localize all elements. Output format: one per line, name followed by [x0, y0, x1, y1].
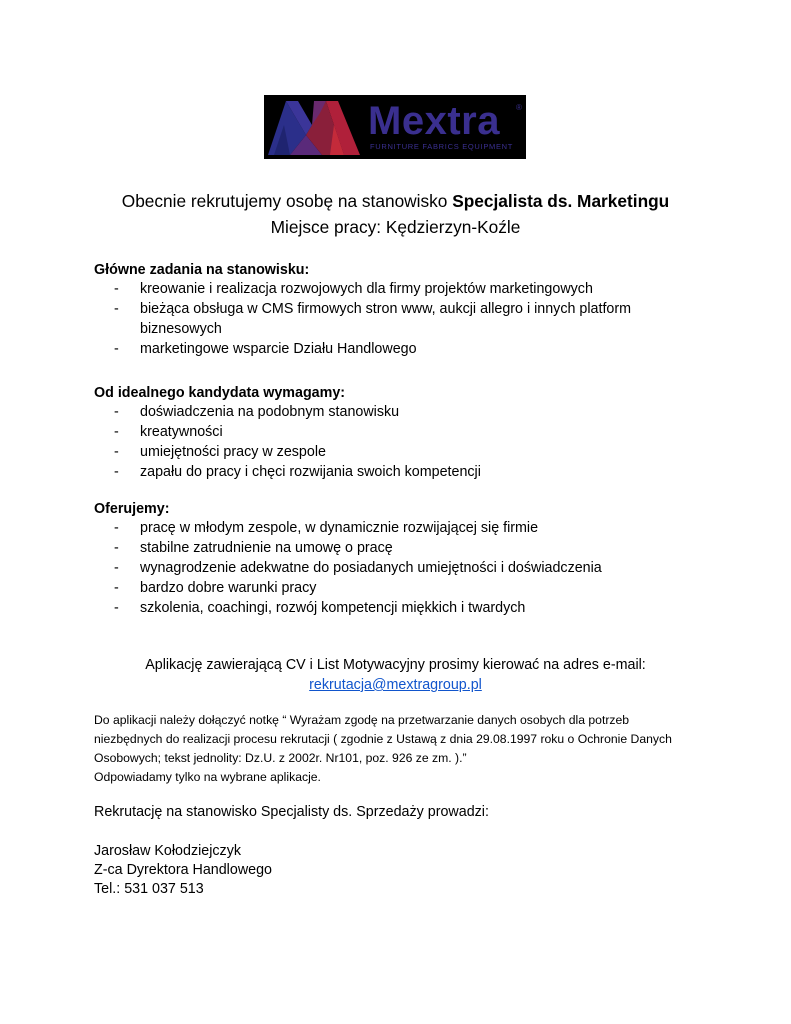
bullet-dash: -: [114, 464, 119, 480]
consent-line-3: Osobowych; tekst jednolity: Dz.U. z 2002r. Nr101, poz. 926 ze zm. ).”: [94, 751, 467, 765]
section-title-requirements: Od idealnego kandydata wymagamy:: [94, 385, 346, 401]
bullet-dash: -: [114, 301, 119, 317]
section-title-tasks: Główne zadania na stanowisku:: [94, 262, 310, 278]
list-item: - marketingowe wsparcie Działu Handlowego: [114, 341, 417, 357]
consent-line-2: niezbędnych do realizacji procesu rekrutacji ( zgodnie z Ustawą z dnia 29.08.1997 roku o Ochronie Danych: [94, 732, 672, 746]
requirements-list: [94, 402, 694, 482]
recruiter-name: Jarosław Kołodziejczyk: [94, 843, 241, 859]
logo-wordmark: Mextra: [368, 99, 500, 143]
bullet-dash: -: [114, 580, 119, 596]
job-title-prefix: Obecnie rekrutujemy osobę na stanowisko: [121, 191, 453, 211]
list-item: - umiejętności pracy w zespole: [114, 444, 326, 460]
list-item: - doświadczenia na podobnym stanowisku: [114, 404, 400, 420]
bullet-dash: -: [114, 404, 119, 420]
section-title-offer: Oferujemy:: [94, 501, 170, 517]
company-logo: [264, 95, 526, 159]
bullet-dash: -: [114, 341, 119, 357]
consent-line-1: Do aplikacji należy dołączyć notkę “ Wyrażam zgodę na przetwarzanie danych osobych dla potrzeb: [94, 713, 630, 727]
bullet-dash: -: [114, 444, 119, 460]
bullet-dash: -: [114, 281, 119, 297]
recruiter-intro: Rekrutację na stanowisko Specjalisty ds. Sprzedaży prowadzi:: [94, 804, 489, 820]
application-instructions: Aplikację zawierającą CV i List Motywacyjny prosimy kierować na adres e-mail:: [145, 657, 646, 673]
tasks-list: [94, 279, 694, 359]
bullet-dash: -: [114, 424, 119, 440]
list-item: - zapału do pracy i chęci rozwijania swoich kompetencji: [114, 464, 481, 480]
bullet-dash: -: [114, 520, 119, 536]
recruiter-role: Z-ca Dyrektora Handlowego: [94, 862, 272, 878]
consent-note: [94, 711, 704, 787]
list-item: - bardzo dobre warunki pracy: [114, 580, 317, 596]
offer-list: [94, 518, 694, 618]
logo-tagline: FURNITURE FABRICS EQUIPMENT: [370, 142, 514, 151]
list-item: - stabilne zatrudnienie na umowę o pracę: [114, 540, 393, 556]
list-item: - kreatywności: [114, 424, 223, 440]
logo-m-mark-icon: [264, 95, 364, 159]
job-position: Specjalista ds. Marketingu: [452, 191, 670, 211]
list-item: - kreowanie i realizacja rozwojowych dla firmy projektów marketingowych: [114, 281, 593, 297]
bullet-dash: -: [114, 560, 119, 576]
consent-line-4: Odpowiadamy tylko na wybrane aplikacje.: [94, 770, 321, 784]
list-item: - wynagrodzenie adekwatne do posiadanych umiejętności i doświadczenia: [114, 560, 602, 576]
list-item: - pracę w młodym zespole, w dynamicznie rozwijającej się firmie: [114, 520, 539, 536]
bullet-dash: -: [114, 600, 119, 616]
job-title-line: [0, 190, 791, 212]
email-line: [0, 675, 791, 695]
recruiter-phone: Tel.: 531 037 513: [94, 881, 204, 897]
bullet-dash: -: [114, 540, 119, 556]
list-item: - bieżąca obsługa w CMS firmowych stron www, aukcji allegro i innych platform biznesowych: [114, 301, 632, 337]
recruitment-email-link[interactable]: rekrutacja@mextragroup.pl: [309, 677, 482, 693]
workplace-line: Miejsce pracy: Kędzierzyn-Koźle: [270, 217, 521, 237]
registered-mark: ®: [516, 103, 522, 112]
list-item: - szkolenia, coachingi, rozwój kompetencji miękkich i twardych: [114, 600, 526, 616]
